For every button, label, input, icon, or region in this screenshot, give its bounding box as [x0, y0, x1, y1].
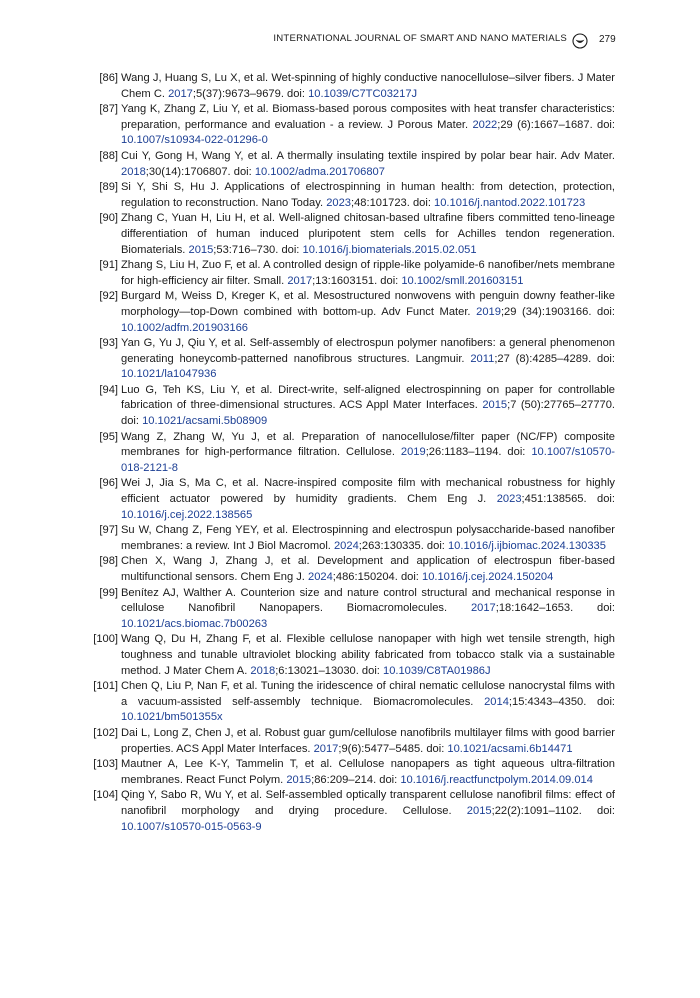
reference-item [0, 102, 615, 149]
reference-item [0, 726, 615, 757]
reference-doi-link[interactable]: 10.1039/C7TC03217J [308, 87, 418, 100]
reference-number: [102] [93, 726, 118, 739]
journal-logo-icon [572, 33, 588, 49]
reference-doi-link[interactable]: 10.1021/acs.biomac.7b00263 [121, 617, 268, 630]
reference-item [0, 476, 615, 523]
reference-year-link[interactable]: 2015 [466, 804, 492, 817]
reference-text: Wang Z, Zhang W, Yu J, et al. Preparation of nanocellulose/filter paper (NC/FP) composite membranes for high-performance filtration. Cellulose. [121, 430, 615, 459]
reference-doi-link[interactable]: 10.1016/j.ijbiomac.2024.130335 [447, 539, 606, 552]
reference-doi-link[interactable]: 10.1016/j.reactfunctpolym.2014.09.014 [400, 773, 593, 786]
reference-text: Yang K, Zhang Z, Liu Y, et al. Biomass-based porous composites with heat transfer characteristics: preparation, performance and evaluation - a review. J Porous Mater. [121, 103, 615, 131]
reference-item [0, 679, 615, 726]
reference-text: Yan G, Yu J, Qiu Y, et al. Self-assembly of electrospun polymer nanofibers: a general phenomenon generating honeycomb-patterned nanofibrous structures. Langmuir. [121, 337, 615, 365]
reference-text: Mautner A, Lee K-Y, Tammelin T, et al. Cellulose nanopapers as tight aqueous ultra-filtration membranes. React Funct Polym. [121, 758, 615, 786]
reference-year-link[interactable]: 2022 [472, 118, 498, 131]
reference-details: ;29 (34):1903166. doi: [500, 305, 615, 318]
reference-year-link[interactable]: 2017 [470, 602, 496, 615]
reference-list [0, 71, 700, 835]
reference-number: [95] [99, 430, 118, 443]
reference-text: Wang Q, Du H, Zhang F, et al. Flexible cellulose nanopaper with high wet tensile strength, high toughness and tunable ultraviolet blocking ability fabricated from tobacco stalk via a sustainable method. J Mater Chem A. [121, 633, 615, 677]
reference-number: [94] [99, 383, 118, 396]
reference-text: Zhang C, Yuan H, Liu H, et al. Well-aligned chitosan-based ultrafine fibers committed teno-lineage differentiation of human induced pluripotent stem cells for Achilles tendon regeneration. Biomaterials. [121, 212, 615, 256]
reference-item [0, 757, 615, 788]
reference-year-link[interactable]: 2023 [326, 196, 351, 209]
reference-item [0, 383, 615, 430]
reference-year-link[interactable]: 2011 [470, 352, 495, 365]
reference-year-link[interactable]: 2017 [313, 742, 339, 755]
reference-text: Su W, Chang Z, Feng YEY, et al. Electrospinning and electrospun polysaccharide-based nanofiber membranes: a review. Int J Biol Macromol. [121, 524, 615, 552]
reference-doi-link[interactable]: 10.1002/adfm.201903166 [121, 321, 248, 334]
reference-item [0, 289, 615, 336]
reference-doi-link[interactable]: 10.1007/s10934-022-01296-0 [121, 134, 268, 147]
reference-year-link[interactable]: 2014 [484, 695, 509, 708]
reference-number: [86] [99, 72, 118, 84]
reference-doi-link[interactable]: 10.1002/adma.201706807 [254, 165, 385, 178]
reference-year-link[interactable]: 2015 [286, 773, 312, 786]
reference-details: ;486:150204. doi: [332, 571, 422, 583]
reference-year-link[interactable]: 2018 [121, 165, 146, 178]
reference-number: [92] [99, 290, 118, 303]
reference-number: [98] [99, 555, 118, 568]
reference-year-link[interactable]: 2024 [308, 571, 333, 583]
reference-number: [97] [99, 524, 118, 537]
reference-details: ;263:130335. doi: [358, 539, 448, 552]
reference-year-link[interactable]: 2019 [400, 446, 426, 459]
reference-year-link[interactable]: 2015 [482, 399, 508, 412]
reference-year-link[interactable]: 2018 [250, 664, 276, 677]
page-number: 279 [599, 34, 616, 45]
reference-number: [104] [93, 789, 118, 802]
running-header [0, 33, 700, 49]
reference-number: [100] [93, 633, 118, 646]
reference-number: [96] [99, 477, 118, 490]
reference-details: ;29 (6):1667–1687. doi: [497, 118, 616, 131]
reference-details: ;9(6):5477–5485. doi: [338, 742, 448, 755]
reference-item [0, 258, 615, 289]
reference-details: ;30(14):1706807. doi: [145, 165, 255, 178]
reference-number: [89] [99, 181, 118, 194]
reference-text: Qing Y, Sabo R, Wu Y, et al. Self-assembled optically transparent cellulose nanofibril films: effect of nanofibril morphology and drying procedure. Cellulose. [121, 789, 615, 817]
reference-details: ;48:101723. doi: [351, 196, 435, 209]
reference-text: Zhang S, Liu H, Zuo F, et al. A controlled design of ripple-like polyamide-6 nanofiber/nets membrane for high-efficiency air filter. Small. [121, 259, 615, 287]
reference-details: ;5(37):9673–9679. doi: [192, 87, 309, 100]
reference-number: [91] [99, 259, 118, 272]
reference-doi-link[interactable]: 10.1016/j.nantod.2022.101723 [434, 196, 586, 209]
reference-year-link[interactable]: 2019 [476, 305, 501, 318]
reference-year-link[interactable]: 2023 [496, 493, 522, 506]
reference-doi-link[interactable]: 10.1007/s10570-015-0563-9 [121, 820, 262, 833]
reference-number: [87] [99, 103, 118, 116]
reference-number: [93] [99, 337, 118, 350]
reference-number: [90] [99, 212, 118, 225]
reference-year-link[interactable]: 2017 [168, 87, 193, 100]
reference-text: Si Y, Shi S, Hu J. Applications of electrospinning in human health: from detection, protection, regulation to reconstruction. Nano Today. [121, 181, 615, 209]
reference-details: ;86:209–214. doi: [311, 773, 401, 786]
reference-doi-link[interactable]: 10.1007/s10570-018-2121-8 [121, 446, 615, 474]
reference-doi-link[interactable]: 10.1021/acsami.6b14471 [447, 742, 573, 755]
reference-doi-link[interactable]: 10.1016/j.cej.2024.150204 [422, 571, 554, 583]
reference-details: ;53:716–730. doi: [213, 243, 303, 256]
reference-year-link[interactable]: 2015 [188, 243, 214, 256]
reference-details: ;13:1603151. doi: [312, 274, 402, 287]
reference-doi-link[interactable]: 10.1021/bm501355x [121, 711, 223, 724]
reference-number: [88] [99, 149, 118, 162]
reference-number: [99] [99, 586, 118, 599]
reference-details: ;6:13021–13030. doi: [275, 664, 383, 677]
reference-doi-link[interactable]: 10.1002/smll.201603151 [401, 274, 524, 287]
reference-year-link[interactable]: 2024 [333, 539, 359, 552]
reference-text: Wang J, Huang S, Lu X, et al. Wet-spinning of highly conductive nanocellulose–silver fibers. J Mater Chem C. [121, 72, 615, 100]
reference-details: ;22(2):1091–1102. doi: [491, 804, 615, 817]
reference-text: Luo G, Teh KS, Liu Y, et al. Direct-write, self-aligned electrospinning on paper for controllable fabrication of three-dimensional structures. ACS Appl Mater Interfaces. [121, 383, 615, 412]
reference-details: ;15:4343–4350. doi: [508, 695, 616, 708]
reference-item [0, 554, 615, 585]
reference-text: Burgard M, Weiss D, Kreger K, et al. Mesostructured nonwovens with penguin downy feather-like morphology—top-Down combined with bottom-up. Adv Funct Mater. [121, 290, 615, 318]
reference-doi-link[interactable]: 10.1039/C8TA01986J [383, 664, 491, 677]
reference-number: [101] [93, 680, 118, 693]
reference-doi-link[interactable]: 10.1016/j.biomaterials.2015.02.051 [302, 243, 477, 256]
reference-item [0, 149, 615, 180]
reference-item [0, 71, 615, 102]
reference-doi-link[interactable]: 10.1021/la1047936 [121, 368, 217, 381]
reference-doi-link[interactable]: 10.1016/j.cej.2022.138565 [121, 508, 253, 521]
reference-text: Chen Q, Liu P, Nan F, et al. Tuning the iridescence of chiral nematic cellulose nanocrystal films with a vacuum-assisted self-assembly technique. Biomacromolecules. [121, 680, 615, 708]
reference-year-link[interactable]: 2017 [287, 274, 313, 287]
reference-details: ;27 (8):4285–4289. doi: [494, 352, 615, 365]
reference-text: Wei J, Jia S, Ma C, et al. Nacre-inspired composite film with mechanical robustness for highly efficient actuator powered by humidity gradients. Chem Eng J. [121, 477, 615, 506]
reference-details: ;451:138565. doi: [521, 493, 616, 506]
reference-item [0, 211, 615, 258]
reference-item [0, 523, 615, 554]
journal-title: INTERNATIONAL JOURNAL OF SMART AND NANO MATERIALS [273, 33, 567, 44]
reference-number: [103] [93, 758, 118, 771]
reference-text: Chen X, Wang J, Zhang J, et al. Development and application of electrospun fiber-based multifunctional sensors. Chem Eng J. [121, 555, 615, 583]
reference-item [0, 788, 615, 835]
reference-text: Benítez AJ, Walther A. Counterion size and nature control structural and mechanical response in cellulose Nanofibril Nanopapers. Biomacromolecules. [121, 586, 615, 615]
reference-item [0, 180, 615, 211]
reference-details: ;7 (50):27765–27770. doi: [121, 399, 616, 428]
reference-item [0, 336, 615, 383]
reference-text: Cui Y, Gong H, Wang Y, et al. A thermally insulating textile inspired by polar bear hair. Adv Mater. [121, 149, 615, 162]
reference-item [0, 586, 615, 633]
reference-text: Dai L, Long Z, Chen J, et al. Robust guar gum/cellulose nanofibrils multilayer films with good barrier properties. ACS Appl Mater Interfaces. [121, 726, 615, 755]
reference-item [0, 430, 615, 477]
reference-details: ;26:1183–1194. doi: [425, 446, 532, 459]
reference-item [0, 632, 615, 679]
reference-doi-link[interactable]: 10.1021/acsami.5b08909 [142, 415, 268, 428]
reference-details: ;18:1642–1653. doi: [495, 602, 615, 615]
